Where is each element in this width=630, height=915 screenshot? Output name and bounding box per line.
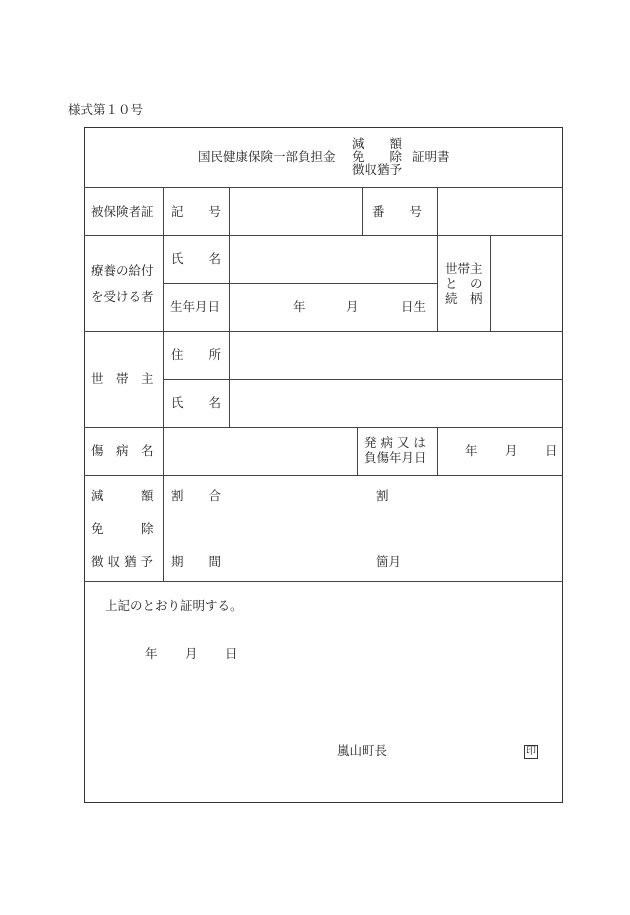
row-divider	[163, 283, 438, 284]
card-symbol-label: 記 号	[171, 204, 222, 219]
onset-label-line1: 発 病 又 は	[364, 435, 426, 450]
certification-statement: 上記のとおり証明する。	[105, 598, 243, 613]
title-main: 国民健康保険一部負担金	[198, 149, 336, 164]
certification-month: 月	[185, 646, 198, 661]
birth-year: 年	[293, 299, 306, 314]
measure-exempt-label: 免 除	[91, 521, 154, 536]
certificate-form	[84, 127, 563, 803]
insured-card-label: 被保険者証	[91, 204, 154, 219]
period-label: 期 間	[171, 554, 222, 569]
birth-month: 月	[346, 299, 359, 314]
form-number: 様式第１０号	[68, 102, 144, 117]
recipient-label-line1: 療養の給付	[91, 263, 154, 278]
row-divider	[163, 379, 563, 380]
disease-name-label: 傷 病 名	[91, 443, 154, 458]
title-option-exempt: 免 除	[352, 149, 403, 164]
column-divider	[362, 187, 363, 235]
householder-name-label: 氏 名	[171, 395, 222, 410]
row-divider	[84, 581, 563, 582]
onset-label-line2: 負傷年月日	[364, 450, 427, 465]
onset-year: 年	[465, 443, 478, 458]
row-divider	[84, 187, 563, 188]
certification-year: 年	[145, 646, 158, 661]
recipient-name-label: 氏 名	[171, 251, 222, 266]
title-option-defer: 徴収猶予	[352, 162, 403, 177]
birth-day: 日生	[401, 299, 427, 314]
measure-reduce-label: 減 額	[91, 488, 154, 503]
relation-label-line2: と の	[445, 276, 483, 291]
card-number-label: 番 号	[372, 204, 423, 219]
birth-date-label: 生年月日	[170, 299, 221, 314]
official-seal: 印	[526, 746, 536, 757]
title-option-reduce: 減 額	[352, 136, 403, 151]
measure-defer-label: 徴 収 猶 予	[91, 554, 153, 569]
certification-day: 日	[225, 646, 238, 661]
title-suffix: 証明書	[412, 149, 450, 164]
recipient-label-line2: を受ける者	[91, 289, 154, 304]
householder-address-label: 住 所	[171, 347, 222, 362]
onset-month: 月	[505, 443, 518, 458]
ratio-label: 割 合	[171, 488, 222, 503]
row-divider	[84, 427, 563, 428]
issuer-title: 嵐山町長	[337, 743, 388, 758]
onset-day: 日	[545, 443, 558, 458]
column-divider	[229, 187, 230, 427]
column-divider	[490, 235, 491, 331]
period-unit: 箇月	[376, 554, 402, 569]
relation-label-line3: 続 柄	[445, 291, 483, 306]
column-divider	[437, 187, 438, 331]
row-divider	[84, 331, 563, 332]
column-divider	[437, 427, 438, 475]
ratio-unit: 割	[376, 488, 389, 503]
column-divider	[357, 427, 358, 475]
row-divider	[84, 475, 563, 476]
householder-label: 世 帯 主	[91, 371, 154, 386]
row-divider	[84, 235, 563, 236]
relation-label-line1: 世帯主	[445, 261, 483, 276]
column-divider	[163, 187, 164, 581]
